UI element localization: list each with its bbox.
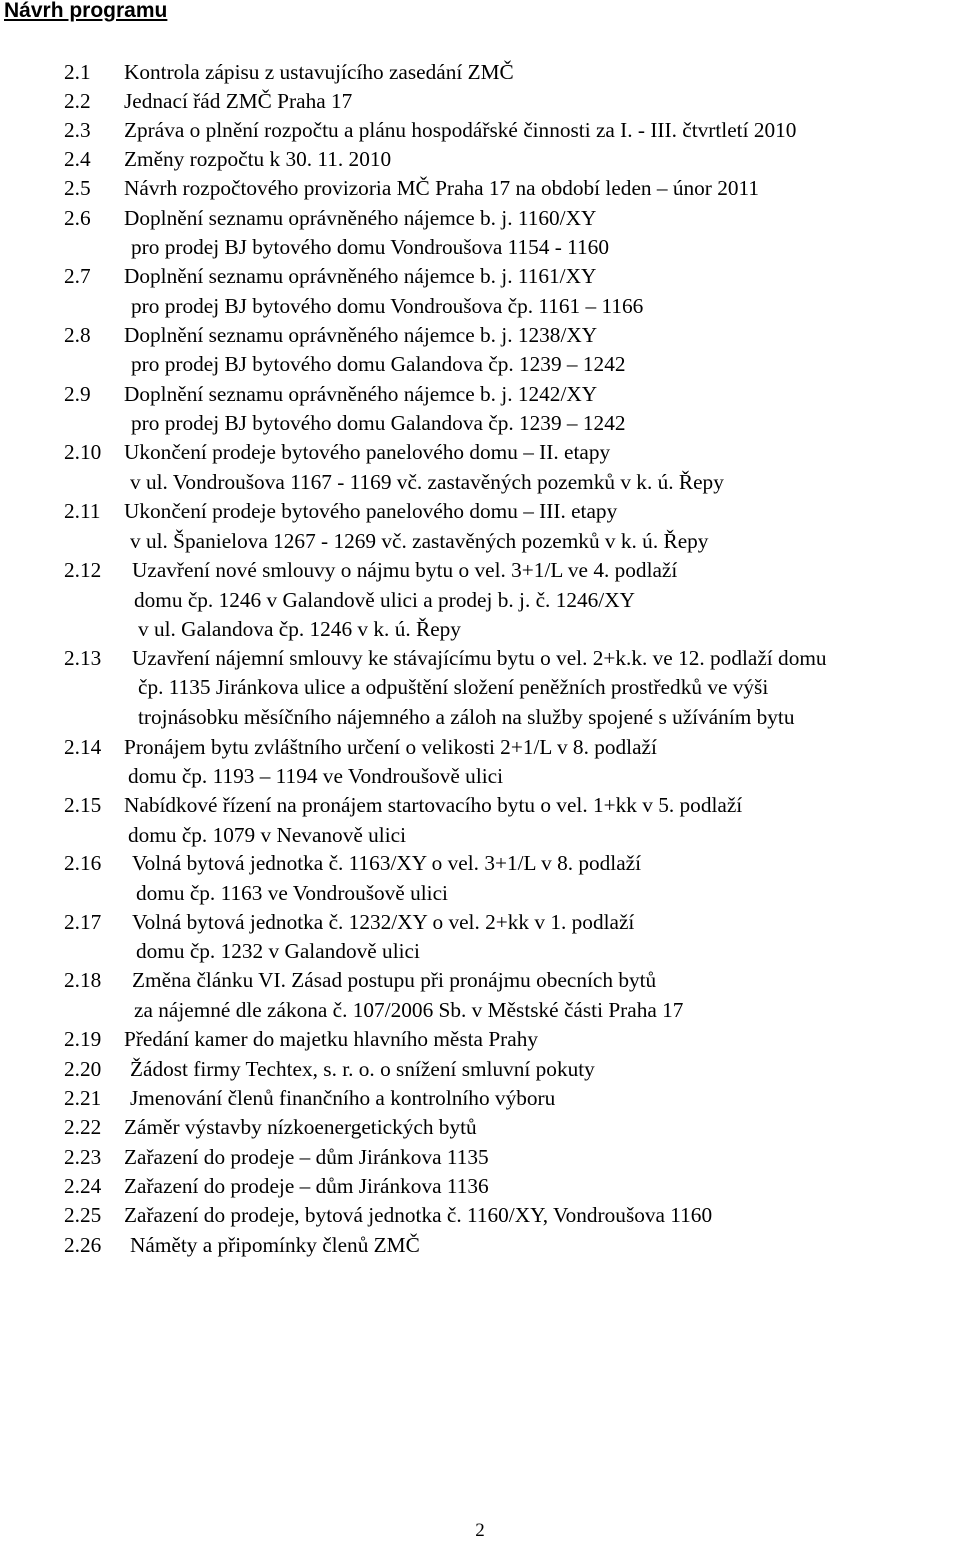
item-text: Ukončení prodeje bytového panelového domu – III. etapy [124,499,618,523]
item-text: Doplnění seznamu oprávněného nájemce b. j. 1242/XY [124,382,598,406]
item-text: Volná bytová jednotka č. 1163/XY o vel. 3+1/L v 8. podlaží [132,851,642,875]
item-text-continuation: pro prodej BJ bytového domu Galandova čp. 1239 – 1242 [131,411,626,435]
item-text-continuation: trojnásobku měsíčního nájemného a záloh na služby spojené s užíváním bytu [138,705,795,729]
item-text: Záměr výstavby nízkoenergetických bytů [124,1115,477,1139]
item-text-continuation: v ul. Vondroušova 1167 - 1169 vč. zastavěných pozemků v k. ú. Řepy [130,470,724,494]
item-text: Uzavření nájemní smlouvy ke stávajícímu bytu o vel. 2+k.k. ve 12. podlaží domu [132,646,827,670]
item-number: 2.1 [64,60,91,84]
item-text-continuation: v ul. Galandova čp. 1246 v k. ú. Řepy [138,617,461,641]
item-number: 2.7 [64,264,91,288]
item-text: Zařazení do prodeje – dům Jiránkova 1135 [124,1145,489,1169]
item-number: 2.26 [64,1233,102,1257]
item-text: Doplnění seznamu oprávněného nájemce b. j. 1161/XY [124,264,597,288]
item-number: 2.3 [64,118,91,142]
item-number: 2.22 [64,1115,102,1139]
item-number: 2.5 [64,176,91,200]
item-number: 2.19 [64,1027,102,1051]
item-text-continuation: v ul. Španielova 1267 - 1269 vč. zastavěných pozemků v k. ú. Řepy [130,529,709,553]
item-text: Nabídkové řízení na pronájem startovacího bytu o vel. 1+kk v 5. podlaží [124,793,743,817]
item-text-continuation: domu čp. 1193 – 1194 ve Vondroušově ulici [128,764,504,788]
item-text: Pronájem bytu zvláštního určení o velikosti 2+1/L v 8. podlaží [124,735,657,759]
item-text: Volná bytová jednotka č. 1232/XY o vel. 2+kk v 1. podlaží [132,910,635,934]
item-number: 2.15 [64,793,102,817]
item-text: Jmenování členů finančního a kontrolního výboru [130,1086,556,1110]
item-number: 2.21 [64,1086,102,1110]
item-text-continuation: domu čp. 1232 v Galandově ulici [136,939,420,963]
page-number: 2 [475,1520,485,1541]
item-text: Předání kamer do majetku hlavního města Prahy [124,1027,538,1051]
item-number: 2.10 [64,440,102,464]
item-number: 2.9 [64,382,91,406]
item-number: 2.17 [64,910,102,934]
item-number: 2.13 [64,646,102,670]
item-number: 2.16 [64,851,102,875]
item-number: 2.25 [64,1203,102,1227]
item-text: Návrh rozpočtového provizoria MČ Praha 17 na období leden – únor 2011 [124,176,760,200]
item-text: Doplnění seznamu oprávněného nájemce b. j. 1238/XY [124,323,598,347]
item-text-continuation: pro prodej BJ bytového domu Galandova čp. 1239 – 1242 [131,352,626,376]
item-number: 2.20 [64,1057,102,1081]
item-text-continuation: domu čp. 1246 v Galandově ulici a prodej b. j. č. 1246/XY [134,588,635,612]
item-text: Ukončení prodeje bytového panelového domu – II. etapy [124,440,611,464]
item-text: Zpráva o plnění rozpočtu a plánu hospodářské činnosti za I. - III. čtvrtletí 2010 [124,118,797,142]
item-number: 2.4 [64,147,91,171]
item-text: Jednací řád ZMČ Praha 17 [124,89,353,113]
item-text: Uzavření nové smlouvy o nájmu bytu o vel. 3+1/L ve 4. podlaží [132,558,678,582]
item-number: 2.8 [64,323,91,347]
item-text-continuation: domu čp. 1079 v Nevanově ulici [128,823,406,847]
item-text-continuation: pro prodej BJ bytového domu Vondroušova 1154 - 1160 [131,235,609,259]
item-number: 2.23 [64,1145,102,1169]
item-text-continuation: pro prodej BJ bytového domu Vondroušova čp. 1161 – 1166 [131,294,644,318]
page-title: Návrh programu [4,0,168,22]
item-number: 2.24 [64,1174,102,1198]
item-text: Zařazení do prodeje, bytová jednotka č. 1160/XY, Vondroušova 1160 [124,1203,713,1227]
item-number: 2.18 [64,968,102,992]
item-number: 2.11 [64,499,101,523]
item-text: Náměty a připomínky členů ZMČ [130,1233,420,1257]
item-number: 2.2 [64,89,91,113]
item-text: Kontrola zápisu z ustavujícího zasedání ZMČ [124,60,514,84]
item-text: Žádost firmy Techtex, s. r. o. o snížení smluvní pokuty [130,1057,595,1081]
item-number: 2.6 [64,206,91,230]
item-text-continuation: za nájemné dle zákona č. 107/2006 Sb. v Městské části Praha 17 [134,998,684,1022]
item-number: 2.14 [64,735,102,759]
item-text: Změna článku VI. Zásad postupu při pronájmu obecních bytů [132,968,657,992]
item-text-continuation: čp. 1135 Jiránkova ulice a odpuštění složení peněžních prostředků ve výši [138,675,769,699]
item-number: 2.12 [64,558,102,582]
item-text: Změny rozpočtu k 30. 11. 2010 [124,147,392,171]
item-text: Zařazení do prodeje – dům Jiránkova 1136 [124,1174,489,1198]
item-text-continuation: domu čp. 1163 ve Vondroušově ulici [136,881,448,905]
item-text: Doplnění seznamu oprávněného nájemce b. j. 1160/XY [124,206,597,230]
